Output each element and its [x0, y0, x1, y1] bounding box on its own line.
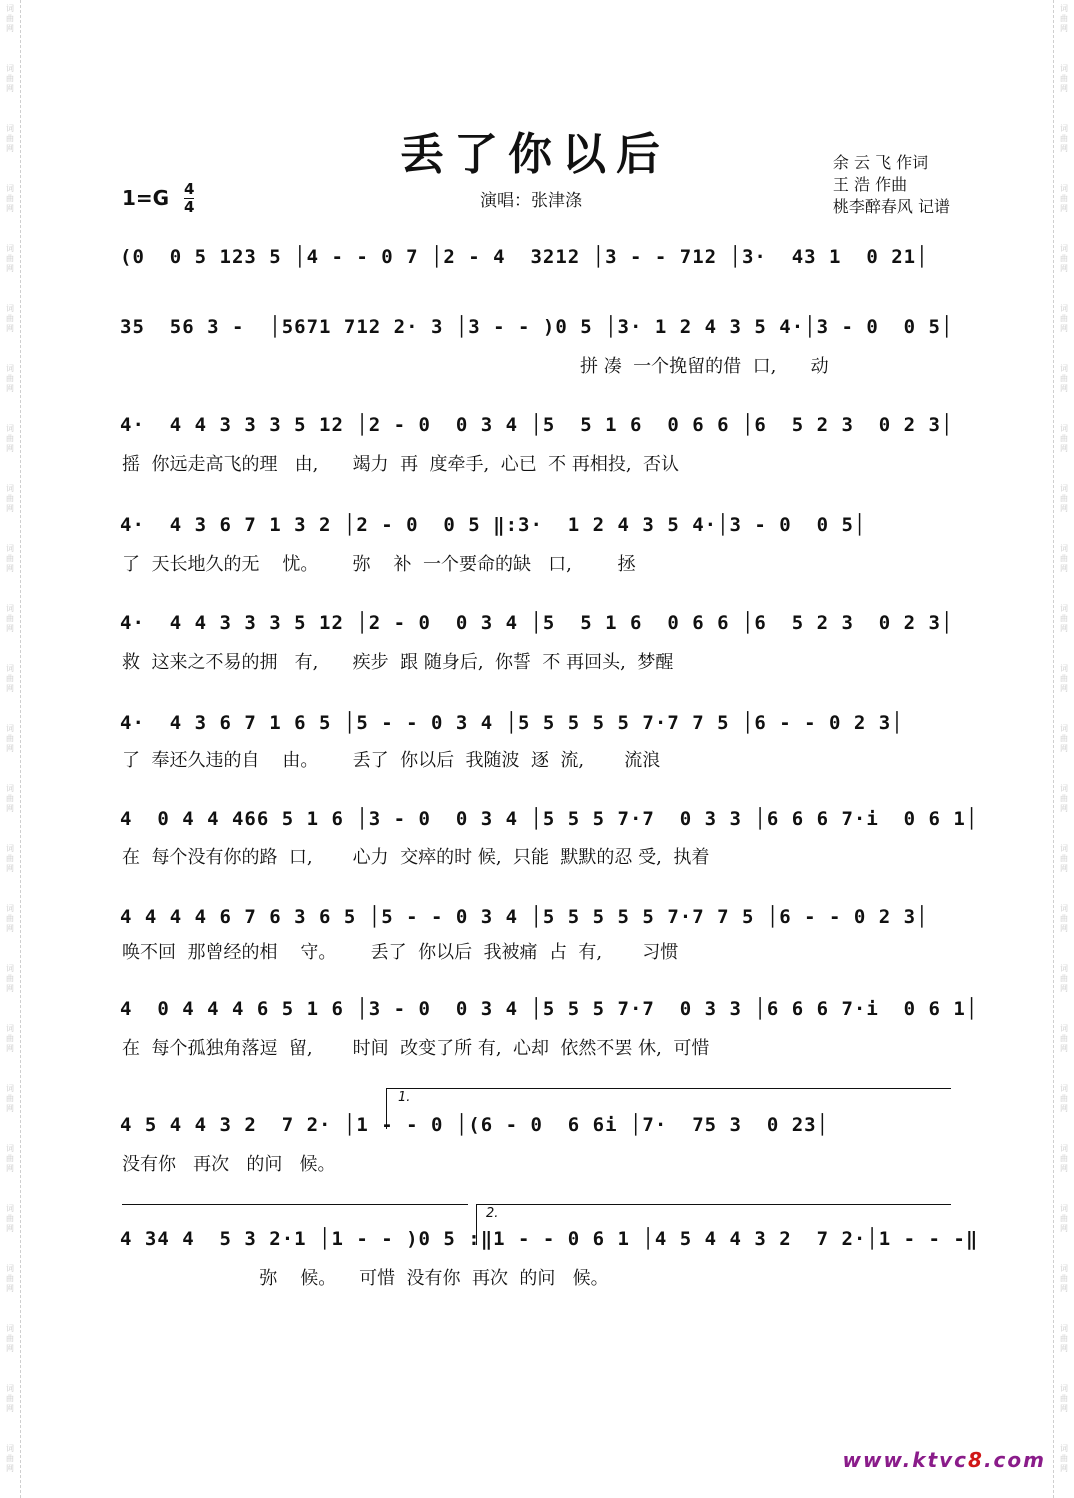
- margin-watermark-text: 词曲网: [1060, 364, 1068, 393]
- transcriber-credit: 桃李醉春风 记谱: [832, 197, 950, 216]
- margin-watermark-text: 词曲网: [6, 244, 14, 273]
- notation-row-7: 4 0 4 4 466 5 1 6 │3 - 0 0 3 4 │5 5 5 7·7 0 3 3 │6 6 6 7·i 0 6 1│: [120, 808, 979, 830]
- notation-row-8: 4 4 4 4 6 7 6 3 6 5 │5 - - 0 3 4 │5 5 5 5 5 7·7 7 5 │6 - - 0 2 3│: [120, 906, 929, 928]
- margin-watermark-text: 词曲网: [6, 844, 14, 873]
- margin-watermark-text: 词曲网: [1060, 1384, 1068, 1413]
- margin-watermark-text: 词曲网: [1060, 964, 1068, 993]
- notation-row-9: 4 0 4 4 4 6 5 1 6 │3 - 0 0 3 4 │5 5 5 7·7 0 3 3 │6 6 6 7·i 0 6 1│: [120, 998, 979, 1020]
- lyrics-row-9: 在 每个孤独角落逗 留, 时间 改变了所 有, 心却 依然不罢 休, 可惜: [122, 1038, 710, 1059]
- singer-credit: 演唱：张津涤: [480, 191, 582, 211]
- margin-watermark-text: 词曲网: [6, 1264, 14, 1293]
- margin-watermark-text: 词曲网: [1060, 604, 1068, 633]
- margin-watermark-text: 词曲网: [1060, 1444, 1068, 1473]
- website-watermark: www.ktvc8.com: [842, 1448, 1046, 1472]
- song-title: 丢了你以后: [400, 129, 670, 180]
- margin-watermark-text: 词曲网: [1060, 904, 1068, 933]
- time-signature-bottom: 4: [184, 198, 195, 216]
- notation-row-5: 4· 4 4 3 3 3 5 12 │2 - 0 0 3 4 │5 5 1 6 0 6 6 │6 5 2 3 0 2 3│: [120, 612, 954, 634]
- margin-watermark-text: 词曲网: [1060, 124, 1068, 153]
- margin-watermark-text: 词曲网: [1060, 1264, 1068, 1293]
- margin-watermark-text: 词曲网: [6, 904, 14, 933]
- margin-watermark-text: 词曲网: [1060, 784, 1068, 813]
- time-signature-top: 4: [184, 180, 195, 198]
- margin-watermark-text: 词曲网: [6, 544, 14, 573]
- margin-watermark-text: 词曲网: [6, 784, 14, 813]
- margin-watermark-text: 词曲网: [1060, 724, 1068, 753]
- margin-watermark-text: 词曲网: [6, 424, 14, 453]
- lyrics-row-7: 在 每个没有你的路 口, 心力 交瘁的时 候, 只能 默默的忍 受, 执着: [122, 847, 710, 868]
- margin-watermark-text: 词曲网: [6, 64, 14, 93]
- notation-row-1: (0 0 5 123 5 │4 - - 0 7 │2 - 4 3212 │3 - - 712 │3· 43 1 0 21│: [120, 246, 929, 268]
- margin-watermark-text: 词曲网: [6, 1084, 14, 1113]
- margin-watermark-text: 词曲网: [1060, 424, 1068, 453]
- margin-watermark-text: 词曲网: [6, 184, 14, 213]
- margin-watermark-text: 词曲网: [1060, 1084, 1068, 1113]
- lyrics-row-4: 了 天长地久的无 忧。 弥 补 一个要命的缺 口, 拯: [122, 554, 636, 575]
- lyrics-row-6: 了 奉还久违的自 由。 丢了 你以后 我随波 逐 流, 流浪: [122, 750, 661, 771]
- margin-watermark-text: 词曲网: [6, 484, 14, 513]
- volta-label-1: 1.: [398, 1090, 411, 1105]
- margin-watermark-text: 词曲网: [6, 1324, 14, 1353]
- notation-row-3: 4· 4 4 3 3 3 5 12 │2 - 0 0 3 4 │5 5 1 6 0 6 6 │6 5 2 3 0 2 3│: [120, 414, 954, 436]
- margin-watermark-text: 词曲网: [1060, 1024, 1068, 1053]
- lyrics-row-11: 弥 候。 可惜 没有你 再次 的问 候。: [122, 1268, 609, 1289]
- margin-watermark-text: 词曲网: [1060, 1204, 1068, 1233]
- margin-watermark-text: 词曲网: [6, 664, 14, 693]
- margin-watermark-text: 词曲网: [6, 364, 14, 393]
- margin-watermark-text: 词曲网: [1060, 64, 1068, 93]
- lyricist-credit: 余 云 飞 作词: [832, 153, 929, 172]
- margin-watermark-text: 词曲网: [6, 1384, 14, 1413]
- lyrics-row-10: 没有你 再次 的问 候。: [122, 1154, 336, 1175]
- margin-watermark-text: 词曲网: [1060, 304, 1068, 333]
- notation-row-6: 4· 4 3 6 7 1 6 5 │5 - - 0 3 4 │5 5 5 5 5 7·7 7 5 │6 - - 0 2 3│: [120, 712, 904, 734]
- margin-watermark-text: 词曲网: [1060, 1144, 1068, 1173]
- margin-watermark-text: 词曲网: [1060, 544, 1068, 573]
- margin-watermark-text: 词曲网: [6, 1144, 14, 1173]
- notation-row-11: 4 34 4 5 3 2·1 │1 - - )0 5 :‖1 - - 0 6 1 │4 5 4 4 3 2 7 2·│1 - - -‖: [120, 1228, 979, 1250]
- key-signature: 1=G: [122, 186, 170, 210]
- lyrics-row-8: 唤不回 那曾经的相 守。 丢了 你以后 我被痛 占 有, 习惯: [122, 942, 679, 963]
- composer-credit: 王 浩 作曲: [832, 175, 908, 194]
- volta-label-2: 2.: [486, 1206, 499, 1221]
- notation-row-4: 4· 4 3 6 7 1 3 2 │2 - 0 0 5 ‖:3· 1 2 4 3 5 4·│3 - 0 0 5│: [120, 514, 867, 536]
- margin-watermark-text: 词曲网: [6, 1444, 14, 1473]
- margin-watermark-text: 词曲网: [1060, 1324, 1068, 1353]
- lyrics-row-5: 救 这来之不易的拥 有, 疾步 跟 随身后, 你誓 不 再回头, 梦醒: [122, 652, 674, 673]
- margin-watermark-text: 词曲网: [1060, 844, 1068, 873]
- margin-watermark-text: 词曲网: [6, 604, 14, 633]
- margin-watermark-text: 词曲网: [6, 1024, 14, 1053]
- margin-watermark-text: 词曲网: [6, 4, 14, 33]
- notation-row-10: 4 5 4 4 3 2 7 2· │1 - - 0 │(6 - 0 6 6i │7· 75 3 0 23│: [120, 1114, 830, 1136]
- margin-watermark-text: 词曲网: [1060, 4, 1068, 33]
- margin-watermark-text: 词曲网: [6, 964, 14, 993]
- margin-watermark-text: 词曲网: [6, 304, 14, 333]
- time-signature: [184, 182, 194, 215]
- margin-watermark-text: 词曲网: [6, 724, 14, 753]
- margin-watermark-text: 词曲网: [6, 1204, 14, 1233]
- lyrics-row-2: 拼 凑 一个挽留的借 口, 动: [580, 356, 829, 377]
- margin-watermark-text: 词曲网: [1060, 244, 1068, 273]
- credits-block: [833, 152, 950, 218]
- notation-row-2: 35 56 3 - │5671 712 2· 3 │3 - - )0 5 │3· 1 2 4 3 5 4·│3 - 0 0 5│: [120, 316, 954, 338]
- margin-watermark-text: 词曲网: [1060, 184, 1068, 213]
- margin-watermark-text: 词曲网: [1060, 484, 1068, 513]
- margin-watermark-text: 词曲网: [1060, 664, 1068, 693]
- margin-watermark-text: 词曲网: [6, 124, 14, 153]
- lyrics-row-3: 摇 你远走高飞的理 由, 竭力 再 度牵手, 心已 不 再相投, 否认: [122, 454, 680, 475]
